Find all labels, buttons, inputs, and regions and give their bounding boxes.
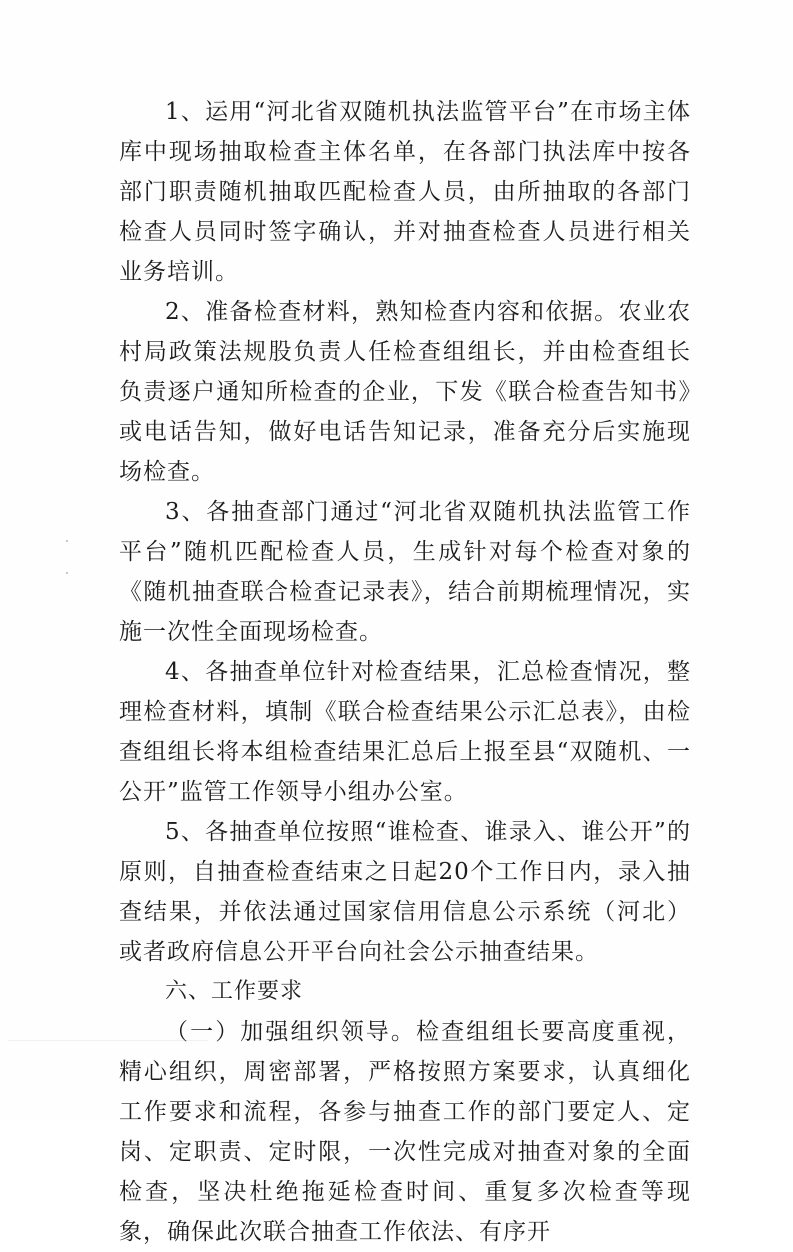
paragraph-step-3: 3、各抽查部门通过“河北省双随机执法监管工作平台”随机匹配检查人员，生成针对每个检查对象的《随机抽查联合检查记录表》，结合前期梳理情况，实施一次性全面现场检查。 (119, 499, 691, 645)
paragraph-step-1: 1、运用“河北省双随机执法监管平台”在市场主体库中现场抽取检查主体名单，在各部门执法库中按各部门职责随机抽取匹配检查人员，由所抽取的各部门检查人员同时签字确认，并对抽查检查人员进行相关业务培训。 (119, 99, 691, 285)
paragraph-step-2: 2、准备检查材料，熟知检查内容和依据。农业农村局政策法规股负责人任检查组组长，并由检查组长负责逐户通知所检查的企业，下发《联合检查告知书》或电话告知，做好电话告知记录，准备充分后实施现场检查。 (119, 299, 691, 485)
paragraph-requirement-1: （一）加强组织领导。检查组组长要高度重视，精心组织，周密部署，严格按照方案要求，认真细化工作要求和流程，各参与抽查工作的部门要定人、定岗、定职责、定时限，一次性完成对抽查对象的全面检查，坚决杜绝拖延检查时间、重复多次检查等现象，确保此次联合抽查工作依法、有序开 (119, 1019, 691, 1245)
paragraph-step-5: 5、各抽查单位按照“谁检查、谁录入、谁公开”的原则，自抽查检查结束之日起20个工作日内，录入抽查结果，并依法通过国家信用信息公示系统（河北）或者政府信息公开平台向社会公示抽查结果。 (119, 819, 691, 965)
scan-artifact (66, 572, 68, 574)
paragraph-step-4: 4、各抽查单位针对检查结果，汇总检查情况，整理检查材料，填制《联合检查结果公示汇总表》，由检查组组长将本组检查结果汇总后上报至县“双随机、一公开”监管工作领导小组办公室。 (119, 659, 691, 805)
scan-artifact (66, 540, 68, 542)
section-heading: 六、工作要求 (165, 979, 304, 1004)
document-body (119, 92, 691, 1252)
